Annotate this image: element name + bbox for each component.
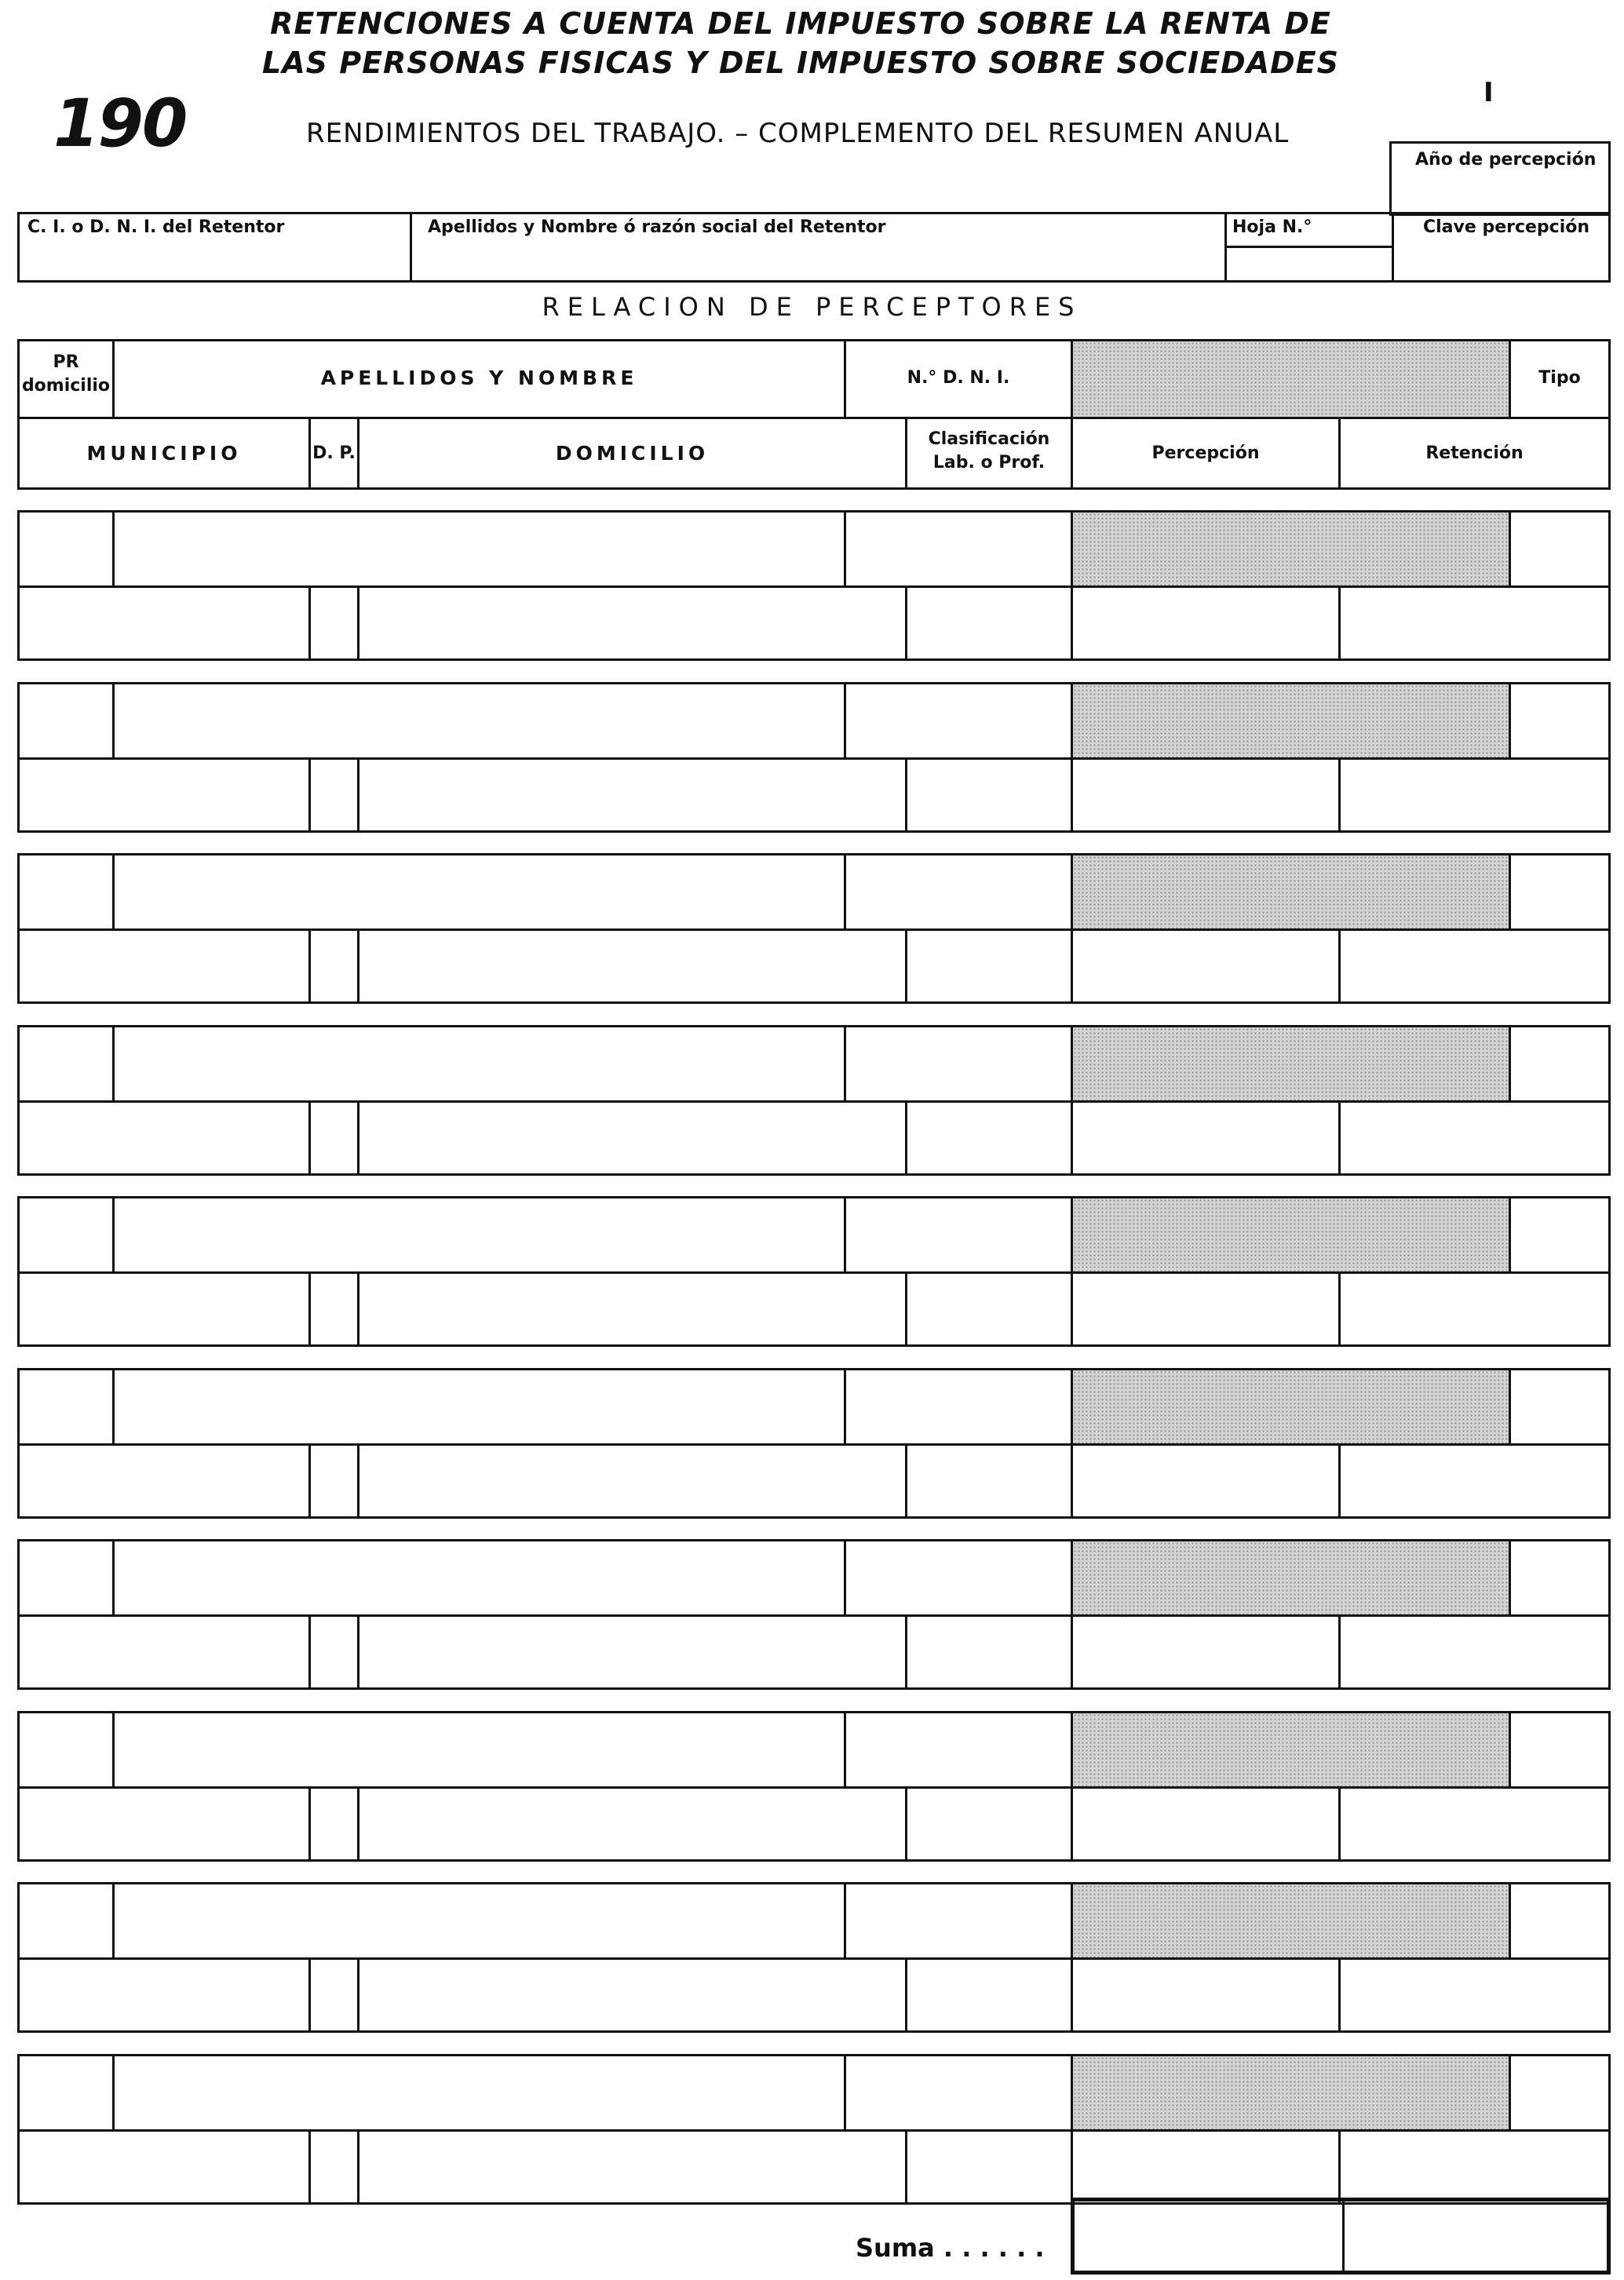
col-dni-label: N.° D. N. I. <box>907 368 1010 388</box>
retencion-field[interactable] <box>1341 1960 1608 2030</box>
apellidos-nombre-field[interactable] <box>115 855 844 928</box>
municipio-field[interactable] <box>20 1446 308 1516</box>
tipo-field[interactable] <box>1511 1198 1608 1271</box>
pr-domicilio-field[interactable] <box>20 513 112 586</box>
retencion-field[interactable] <box>1341 1274 1608 1344</box>
municipio-field[interactable] <box>20 1617 308 1687</box>
retencion-field[interactable] <box>1341 1617 1608 1687</box>
percepcion-field[interactable] <box>1073 931 1338 1001</box>
percepcion-field[interactable] <box>1073 760 1338 830</box>
tipo-field[interactable] <box>1511 2056 1608 2129</box>
dp-field[interactable] <box>311 1960 357 2030</box>
clasificacion-field[interactable] <box>907 1960 1071 2030</box>
col-clasificacion-label: Clasificación <box>928 429 1050 449</box>
record-block <box>17 1882 1611 2033</box>
clasificacion-field[interactable] <box>907 931 1071 1001</box>
retentor-nombre-label: Apellidos y Nombre ó razón social del Retentor <box>428 217 886 237</box>
ano-percepcion-box[interactable] <box>1389 141 1611 216</box>
dni-field[interactable] <box>846 1884 1071 1957</box>
municipio-field[interactable] <box>20 1103 308 1173</box>
suma-percepcion-field[interactable] <box>1075 2202 1341 2271</box>
record-block <box>17 510 1611 661</box>
apellidos-nombre-field[interactable] <box>115 684 844 757</box>
pr-domicilio-field[interactable] <box>20 855 112 928</box>
record-block <box>17 1711 1611 1862</box>
clasificacion-field[interactable] <box>907 760 1071 830</box>
percepcion-field[interactable] <box>1073 1789 1338 1859</box>
clasificacion-field[interactable] <box>907 1274 1071 1344</box>
percepcion-field[interactable] <box>1073 1274 1338 1344</box>
percepcion-field[interactable] <box>1073 2132 1338 2202</box>
shaded-area <box>1073 1198 1509 1271</box>
retentor-box <box>17 212 1611 283</box>
retencion-field[interactable] <box>1341 931 1608 1001</box>
domicilio-field[interactable] <box>359 1617 905 1687</box>
hoja-field[interactable] <box>1227 248 1390 280</box>
col-lab-prof-label: Lab. o Prof. <box>932 453 1046 472</box>
municipio-field[interactable] <box>20 588 308 658</box>
domicilio-field[interactable] <box>359 1274 905 1344</box>
domicilio-field[interactable] <box>359 1960 905 2030</box>
retencion-field[interactable] <box>1341 588 1608 658</box>
dni-field[interactable] <box>846 684 1071 757</box>
dp-field[interactable] <box>311 760 357 830</box>
municipio-field[interactable] <box>20 931 308 1001</box>
clasificacion-field[interactable] <box>907 2132 1071 2202</box>
tipo-field[interactable] <box>1511 855 1608 928</box>
record-block <box>17 853 1611 1004</box>
domicilio-field[interactable] <box>359 2132 905 2202</box>
record-block <box>17 1539 1611 1690</box>
shaded-area <box>1073 513 1509 586</box>
record-block <box>17 682 1611 833</box>
col-tipo-label: Tipo <box>1538 368 1581 388</box>
pr-domicilio-field[interactable] <box>20 1027 112 1100</box>
column-header-block <box>17 339 1611 490</box>
form-title-line-1: RETENCIONES A CUENTA DEL IMPUESTO SOBRE LA RENTA DE <box>270 6 1331 41</box>
dni-field[interactable] <box>846 1713 1071 1786</box>
domicilio-field[interactable] <box>359 588 905 658</box>
retencion-field[interactable] <box>1341 760 1608 830</box>
form-number: 190 <box>53 85 187 162</box>
suma-box <box>1071 2198 1611 2275</box>
dni-field[interactable] <box>846 1370 1071 1443</box>
apellidos-nombre-field[interactable] <box>115 1198 844 1271</box>
section-title: RELACION DE PERCEPTORES <box>542 292 1082 322</box>
ano-percepcion-label: Año de percepción <box>1415 150 1597 170</box>
retencion-field[interactable] <box>1341 1103 1608 1173</box>
pr-domicilio-field[interactable] <box>20 2056 112 2129</box>
col-municipio-label: MUNICIPIO <box>86 442 242 465</box>
clasificacion-field[interactable] <box>907 1617 1071 1687</box>
shaded-area <box>1073 2056 1509 2129</box>
record-block <box>17 1025 1611 1176</box>
dni-field[interactable] <box>846 1541 1071 1614</box>
tipo-field[interactable] <box>1511 513 1608 586</box>
shaded-area <box>1073 1027 1509 1100</box>
municipio-field[interactable] <box>20 2132 308 2202</box>
clave-percepcion-label: Clave percepción <box>1423 217 1590 237</box>
clasificacion-field[interactable] <box>907 588 1071 658</box>
tipo-field[interactable] <box>1511 1884 1608 1957</box>
dni-field[interactable] <box>846 1027 1071 1100</box>
tipo-field[interactable] <box>1511 1027 1608 1100</box>
tipo-field[interactable] <box>1511 1541 1608 1614</box>
shaded-area <box>1073 1541 1509 1614</box>
pr-domicilio-field[interactable] <box>20 1884 112 1957</box>
shaded-area <box>1073 855 1509 928</box>
percepcion-field[interactable] <box>1073 1103 1338 1173</box>
retencion-field[interactable] <box>1341 1446 1608 1516</box>
shaded-area <box>1073 1713 1509 1786</box>
col-percepcion-label: Percepción <box>1151 443 1260 463</box>
tipo-field[interactable] <box>1511 1713 1608 1786</box>
record-block <box>17 1368 1611 1519</box>
percepcion-field[interactable] <box>1073 1617 1338 1687</box>
suma-label: Suma . . . . . . <box>856 2233 1045 2263</box>
col-apellidos-label: APELLIDOS Y NOMBRE <box>320 367 638 389</box>
dp-field[interactable] <box>311 1789 357 1859</box>
percepcion-field[interactable] <box>1073 588 1338 658</box>
retentor-dni-field[interactable] <box>20 238 408 280</box>
clave-percepcion-field[interactable] <box>1394 238 1608 280</box>
dni-field[interactable] <box>846 513 1071 586</box>
suma-retencion-field[interactable] <box>1345 2202 1607 2271</box>
domicilio-field[interactable] <box>359 1789 905 1859</box>
pr-domicilio-field[interactable] <box>20 684 112 757</box>
col-dp-label: D. P. <box>312 443 356 463</box>
municipio-field[interactable] <box>20 1960 308 2030</box>
dp-field[interactable] <box>311 1617 357 1687</box>
shaded-area <box>1073 1884 1509 1957</box>
dp-field[interactable] <box>311 1103 357 1173</box>
dni-field[interactable] <box>846 855 1071 928</box>
page-mark: I <box>1483 77 1494 108</box>
col-retencion-label: Retención <box>1425 443 1524 463</box>
pr-domicilio-field[interactable] <box>20 1713 112 1786</box>
clasificacion-field[interactable] <box>907 1103 1071 1173</box>
domicilio-field[interactable] <box>359 1446 905 1516</box>
col-domicilio-pr-label: domicilio <box>21 376 111 396</box>
retentor-dni-label: C. I. o D. N. I. del Retentor <box>27 217 285 237</box>
col-pr-label: PR <box>53 352 79 372</box>
shaded-area <box>1073 1370 1509 1443</box>
form-title-line-2: LAS PERSONAS FISICAS Y DEL IMPUESTO SOBRE SOCIEDADES <box>262 46 1339 80</box>
municipio-field[interactable] <box>20 1274 308 1344</box>
dni-field[interactable] <box>846 1198 1071 1271</box>
form-subtitle: RENDIMIENTOS DEL TRABAJO. – COMPLEMENTO DEL RESUMEN ANUAL <box>306 118 1290 149</box>
dp-field[interactable] <box>311 931 357 1001</box>
retencion-field[interactable] <box>1341 1789 1608 1859</box>
domicilio-field[interactable] <box>359 760 905 830</box>
dp-field[interactable] <box>311 2132 357 2202</box>
dni-field[interactable] <box>846 2056 1071 2129</box>
municipio-field[interactable] <box>20 1789 308 1859</box>
pr-domicilio-field[interactable] <box>20 1198 112 1271</box>
hoja-label: Hoja N.° <box>1232 217 1312 237</box>
domicilio-field[interactable] <box>359 931 905 1001</box>
tipo-field[interactable] <box>1511 1370 1608 1443</box>
retencion-field[interactable] <box>1341 2132 1608 2202</box>
apellidos-nombre-field[interactable] <box>115 1713 844 1786</box>
municipio-field[interactable] <box>20 760 308 830</box>
clasificacion-field[interactable] <box>907 1446 1071 1516</box>
record-block <box>17 2054 1611 2205</box>
percepcion-field[interactable] <box>1073 1446 1338 1516</box>
percepcion-field[interactable] <box>1073 1960 1338 2030</box>
pr-domicilio-field[interactable] <box>20 1370 112 1443</box>
apellidos-nombre-field[interactable] <box>115 513 844 586</box>
dp-field[interactable] <box>311 1274 357 1344</box>
shaded-area <box>1073 684 1509 757</box>
pr-domicilio-field[interactable] <box>20 1541 112 1614</box>
col-domicilio-label: DOMICILIO <box>555 442 710 465</box>
clasificacion-field[interactable] <box>907 1789 1071 1859</box>
record-block <box>17 1196 1611 1347</box>
apellidos-nombre-field[interactable] <box>115 2056 844 2129</box>
retentor-nombre-field[interactable] <box>412 238 1223 280</box>
apellidos-nombre-field[interactable] <box>115 1370 844 1443</box>
tipo-field[interactable] <box>1511 684 1608 757</box>
domicilio-field[interactable] <box>359 1103 905 1173</box>
dp-field[interactable] <box>311 1446 357 1516</box>
apellidos-nombre-field[interactable] <box>115 1884 844 1957</box>
apellidos-nombre-field[interactable] <box>115 1027 844 1100</box>
shaded-area <box>1073 341 1509 417</box>
apellidos-nombre-field[interactable] <box>115 1541 844 1614</box>
dp-field[interactable] <box>311 588 357 658</box>
